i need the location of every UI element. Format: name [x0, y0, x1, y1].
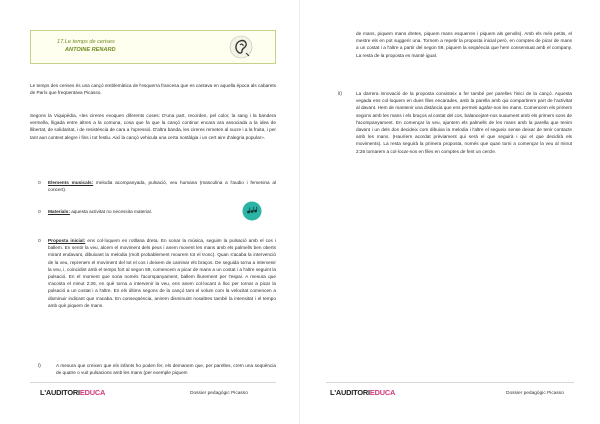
song-artist: ANTOINE RENARD	[65, 47, 116, 53]
item-i-continuation-text: de mans, piquem mans dretes, piquem mans esquerres i piquem als genolls). Amb els més petits, el mestre els en pot suggerir una. Tornem a repetir la proposta inicial però, en comptes de picar de mans a un costat i a l'altre a partir del segon 59, piquem la seqüència que hem consensuat amb el company. La resta de la proposta es manté igual.	[356, 31, 572, 58]
item-i-continuation	[356, 30, 572, 59]
materials-item	[48, 208, 228, 215]
item-i	[56, 362, 276, 376]
item-i-marker: i)	[38, 363, 41, 369]
musical-elements-item	[48, 179, 276, 193]
initial-proposal-label: Proposta inicial:	[48, 238, 86, 243]
materials-label: Materials:	[48, 209, 70, 214]
initial-proposal-text: ens col·loquem en rotllana dreta. En sonar la música, seguim la pulsació amb el cos i ballem. En sentir la veu, alcem el moviment dels peus i anem movent les mans amb els palmells ben oberts mirant endavant, dibuixant la melodia (molt probablement mourem tot el tronc). Quan s'acaba la intervenció de la veu, reprenem el moviment del tot el cos i deixem de caminar els braços. De seguida torna a intervenir la veu, i, coincidint amb el temps fort al segon 59, comencem a picar de mans a un costat i a l'altre seguint la pulsació. En el moment que sona només l'acompanyament, ballem lliurement per l'espai. A mesura que s'acosta el minut 2:26, en què torna a intervenir la veu, ens anem col·locant a lloc per tornar a picar la pulsació a un costat i a l'altre. En els últims segons de la cançó tant el volum com la velocitat comencen a disminuir indicant que s'acaba. En conseqüència, anirem disminuint nosaltres també la intensitat i el tempo amb què piquem de mans.	[48, 238, 276, 308]
footer-caption: Dossier pedagògic Picasso	[506, 391, 564, 396]
item-ii	[356, 90, 572, 155]
intro-paragraph	[30, 82, 276, 96]
musical-elements-text: melodia acompanyada, pulsació, veu humana (masculina a l'audio i femenina al concert).	[48, 180, 276, 193]
item-ii-marker: ii)	[338, 91, 342, 97]
intro-text: Le temps des cerises és una cançó emblemàtica de l'esquerra francesa que es cantava en aquella època als cabarets de París que freqüentava Picasso.	[30, 83, 276, 96]
music-notes-icon	[242, 201, 262, 221]
right-page	[300, 0, 600, 424]
ear-icon	[229, 35, 253, 59]
footer-rule	[30, 382, 276, 383]
quote-text: Segons la Viquipèdia, «les cireres evoquen diferents coses: D'una part, recorden, pel color, la sang i la bandera vermella, lligada entre altres a la comuna, cosa que fa que la cançó continuï encara ara associada a la idea de llibertat, de solidaritat, i de resistència de cara a l'opressió. D'altra banda, les cireres remeten al sucre i a la fruita, i per tant aun context alegre i fins i tot festiu. Així la cançó vehicula una certa nostàlgia i un cert aire d'alegria popular».	[30, 113, 276, 140]
quote-paragraph	[30, 112, 276, 141]
footer-caption: Dossier pedagògic Picasso	[190, 391, 248, 396]
song-title: 17.Le temps de cerises	[57, 39, 115, 45]
bullet-marker: o	[38, 209, 41, 215]
song-header-box	[30, 30, 276, 64]
item-ii-text: La darrera innovació de la proposta consisteix a fer també per parelles l'inici de la cançó. Aquesta vegada ens col·loquem en dues files encarades, amb la parella amb qui compartirem part de l'activitat al davant. Hem de mantenir una distància que ens permeti agafar-nos les mans. Comencem els primers segons amb les mans i els braços al costat del cos, balancejant-nos suaument amb els primers sons de l'acompanyament. En començar la veu, ajuntem els palmells de les mans amb la parella que tenim davant i un dels dos decideix com dibuixa la melodia i l'altre el segueix sense deixar de tenir contacte amb les mans. (Hauríem acordat prèviament qui serà el que seguirà i qui el que decidirà els moviments). La resta seguirà la primera proposta, només que quan torni a començar la veu al minut 2:26 tornarem a col·locar-nos en files en comptes de fent un cercle.	[356, 91, 572, 154]
auditori-educa-logo: L'AUDITORIEDUCA	[330, 388, 396, 397]
item-i-text: A mesura que creixen que els infants ho poden fer, els demanem que, per parelles, creïn una seqüència de quatre o vuit pulsacions amb les mans (per exemple piquem	[56, 363, 276, 376]
bullet-marker: o	[38, 180, 41, 186]
footer-rule	[326, 382, 574, 383]
musical-elements-label: Elements musicals:	[48, 180, 94, 185]
initial-proposal-item	[48, 237, 276, 309]
bullet-marker: o	[38, 238, 41, 244]
materials-text: aquesta activitat no necessita material.	[69, 209, 152, 214]
auditori-educa-logo: L'AUDITORIEDUCA	[40, 388, 106, 397]
